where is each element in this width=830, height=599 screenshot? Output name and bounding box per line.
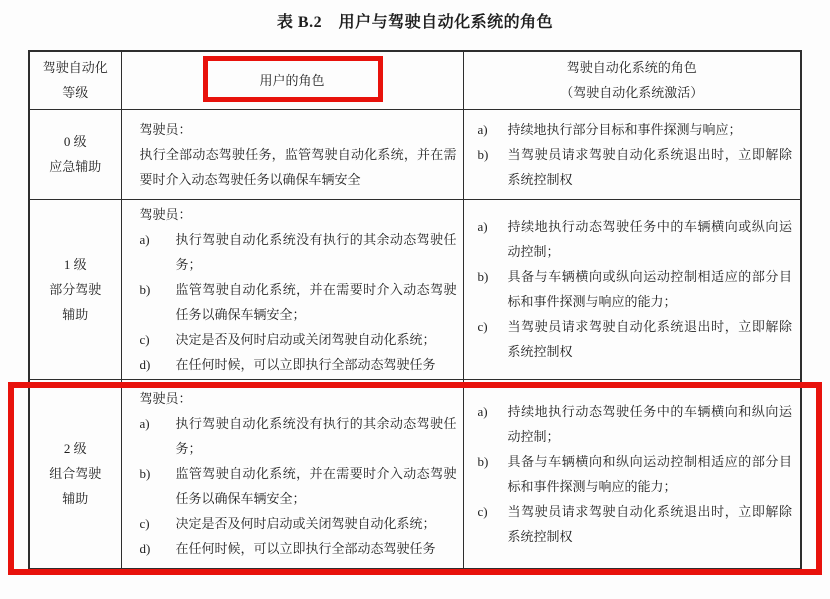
header-cell-system-role (463, 51, 801, 109)
user-role-cell-0 (121, 109, 463, 199)
item-marker: a) (139, 231, 150, 247)
item-marker: c) (477, 319, 488, 334)
level-line: 应急辅助 (49, 159, 102, 174)
header-cell-user-role (121, 51, 463, 109)
list-item (140, 327, 457, 352)
item-text: 持续地执行部分目标和事件探测与响应； (507, 121, 742, 137)
user-role-cell-1 (121, 199, 463, 379)
table-row-level-1 (29, 199, 801, 379)
item-text: 当驾驶员请求驾驶自动化系统退出时，立即解除系统控制权 (507, 319, 792, 359)
level-cell-0 (29, 109, 121, 199)
level-line: 2 级 (63, 441, 87, 457)
item-text: 监管驾驶自动化系统，并在需要时介入动态驾驶任务以确保车辆安全； (175, 466, 457, 507)
list-item (478, 117, 793, 142)
item-text: 监管驾驶自动化系统，并在需要时介入动态驾驶任务以确保车辆安全； (175, 281, 457, 322)
item-marker: c) (139, 331, 150, 347)
system-role-cell-2 (463, 379, 801, 569)
item-text: 持续地执行动态驾驶任务中的车辆横向和纵向运动控制； (507, 403, 792, 444)
item-marker: c) (139, 516, 150, 532)
list-item (478, 214, 793, 264)
system-role-cell-1 (463, 199, 801, 379)
system-role-cell-0 (463, 109, 801, 199)
header-level-line: 驾驶自动化 (42, 60, 108, 76)
level-line: 1 级 (63, 256, 87, 272)
item-text: 决定是否及何时启动或关闭驾驶自动化系统； (175, 516, 436, 532)
level-line: 0 级 (63, 134, 87, 149)
header-level-line: 等级 (62, 85, 89, 101)
item-marker: d) (139, 356, 151, 372)
list-item (140, 277, 457, 327)
item-text: 决定是否及何时启动或关闭驾驶自动化系统； (175, 331, 436, 347)
header-cell-level (29, 51, 121, 109)
level-line: 组合驾驶 (49, 466, 102, 482)
driver-label: 驾驶员： (139, 391, 192, 407)
list-item (478, 264, 793, 314)
item-text: 在任何时候，可以立即执行全部动态驾驶任务 (175, 541, 436, 557)
item-marker: a) (139, 416, 150, 432)
list-item (140, 536, 457, 561)
item-text: 当驾驶员请求驾驶自动化系统退出时，立即解除系统控制权 (507, 503, 792, 544)
roles-table (28, 50, 802, 570)
item-marker: d) (139, 541, 151, 557)
item-marker: b) (477, 453, 489, 469)
item-text: 具备与车辆横向和纵向运动控制相适应的部分目标和事件探测与响应的能力； (507, 453, 792, 494)
level-line: 辅助 (62, 491, 89, 507)
page-title: 表 B.2 用户与驾驶自动化系统的角色 (276, 14, 554, 31)
item-text: 当驾驶员请求驾驶自动化系统退出时，立即解除系统控制权 (507, 146, 792, 187)
level-cell-1 (29, 199, 121, 379)
list-item (140, 411, 457, 461)
list-item (478, 142, 793, 192)
user-role-cell-2 (121, 379, 463, 569)
list-item (140, 511, 457, 536)
driver-label: 驾驶员： (139, 121, 192, 137)
item-text: 执行驾驶自动化系统没有执行的其余动态驾驶任务； (175, 416, 457, 457)
table-row-level-0 (29, 109, 801, 199)
item-text: 具备与车辆横向或纵向运动控制相适应的部分目标和事件探测与响应的能力； (507, 269, 792, 309)
list-item (478, 499, 793, 549)
list-item (478, 399, 793, 449)
item-marker: b) (477, 269, 489, 284)
list-item (478, 314, 793, 364)
table-header-row (29, 51, 801, 109)
level-cell-2 (29, 379, 121, 569)
item-marker: c) (477, 503, 488, 519)
list-item (478, 449, 793, 499)
list-item (140, 461, 457, 511)
level-line: 部分驾驶 (49, 281, 102, 297)
user-role-text: 执行全部动态驾驶任务，监管驾驶自动化系统，并在需要时介入动态驾驶任务以确保车辆安全 (139, 146, 457, 187)
list-item (140, 227, 457, 277)
header-user-label: 用户的角色 (259, 72, 325, 88)
item-marker: a) (477, 403, 488, 419)
header-system-line: 驾驶自动化系统的角色 (566, 60, 697, 76)
header-system-line: （驾驶自动化系统激活） (560, 85, 704, 101)
item-marker: b) (139, 281, 151, 297)
item-marker: b) (139, 466, 151, 482)
item-marker: a) (477, 121, 488, 137)
item-marker: b) (477, 146, 489, 162)
item-text: 持续地执行动态驾驶任务中的车辆横向或纵向运动控制； (507, 219, 792, 259)
list-item (140, 352, 457, 377)
driver-label: 驾驶员： (139, 206, 192, 222)
item-text: 执行驾驶自动化系统没有执行的其余动态驾驶任务； (175, 231, 457, 272)
item-marker: a) (477, 219, 488, 234)
table-row-level-2 (29, 379, 801, 569)
item-text: 在任何时候，可以立即执行全部动态驾驶任务 (175, 356, 436, 372)
level-line: 辅助 (62, 306, 89, 322)
